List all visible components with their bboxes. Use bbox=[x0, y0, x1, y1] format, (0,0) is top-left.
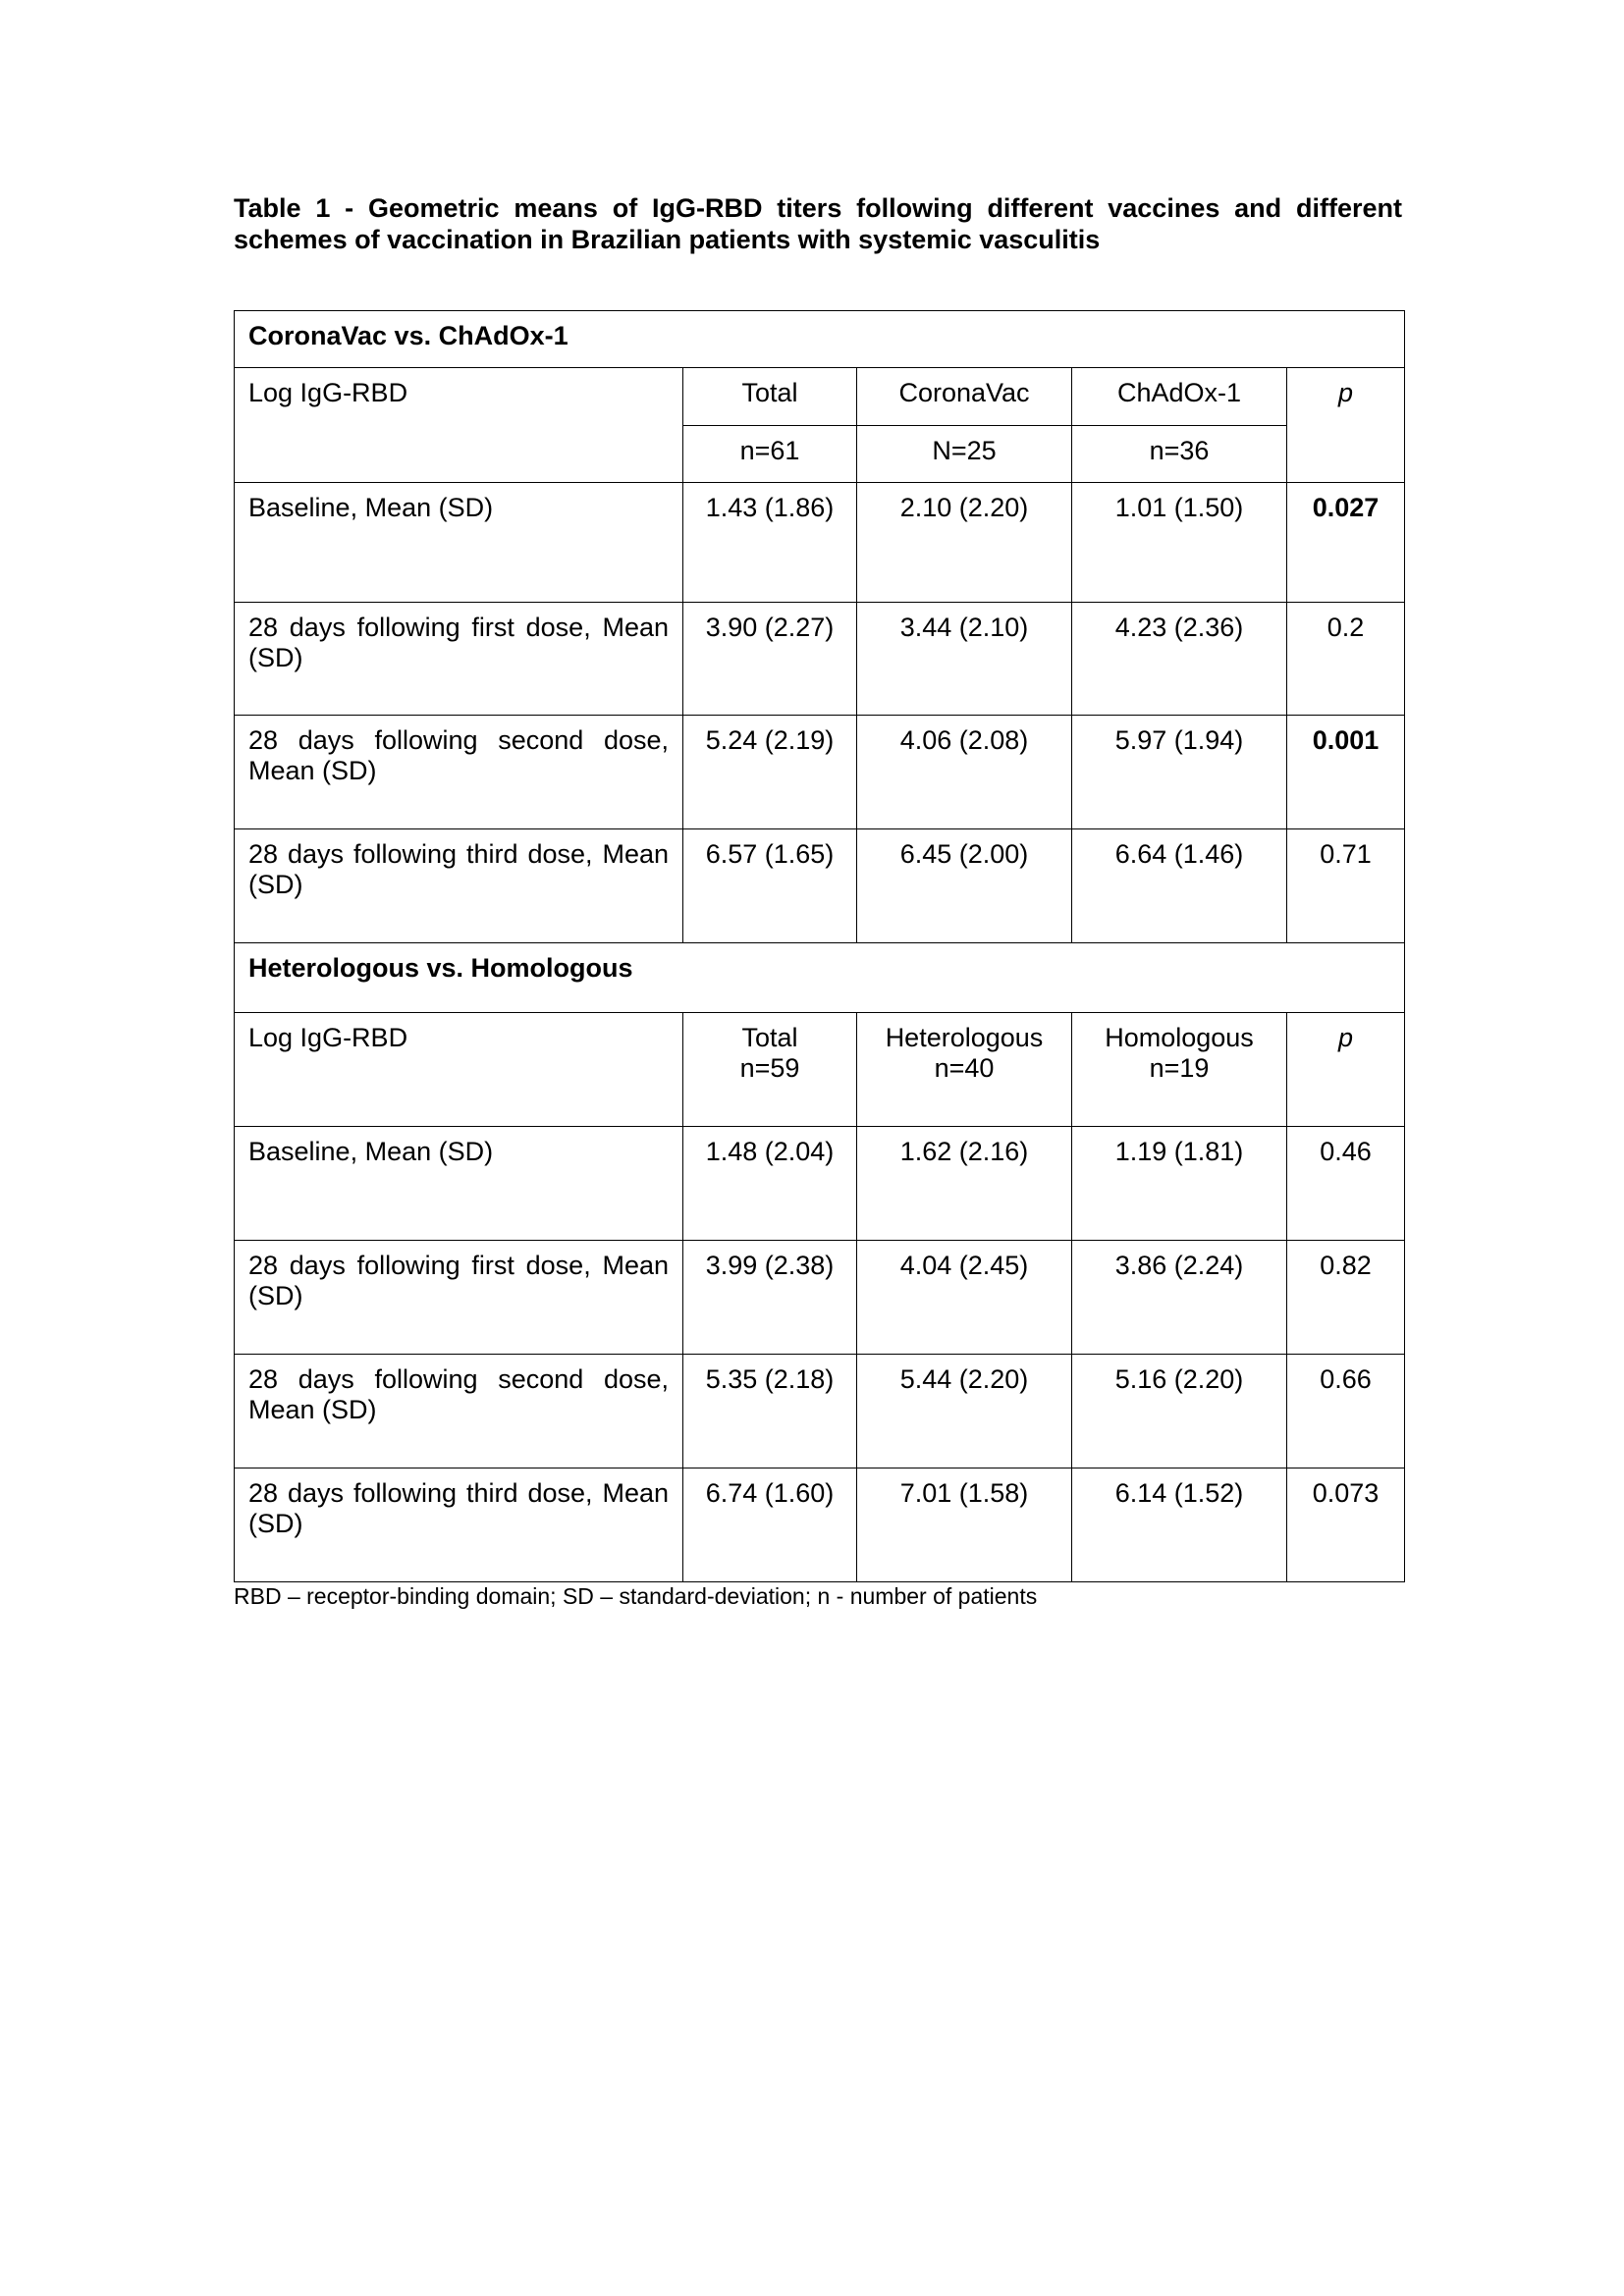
column-header-coronavac: CoronaVac bbox=[857, 368, 1072, 426]
value-group-2: 4.23 (2.36) bbox=[1072, 603, 1287, 716]
table-row bbox=[235, 603, 1405, 716]
table-row bbox=[235, 1355, 1405, 1468]
p-value: 0.46 bbox=[1287, 1127, 1405, 1241]
value-group-2: 3.86 (2.24) bbox=[1072, 1241, 1287, 1355]
p-value: 0.71 bbox=[1287, 829, 1405, 943]
section-title: Heterologous vs. Homologous bbox=[235, 943, 1405, 1013]
sample-size-heterologous: n=40 bbox=[934, 1053, 995, 1083]
column-header-homologous bbox=[1072, 1013, 1287, 1127]
p-value: 0.073 bbox=[1287, 1468, 1405, 1582]
p-value: 0.001 bbox=[1287, 716, 1405, 829]
row-label: 28 days following third dose, Mean (SD) bbox=[235, 829, 683, 943]
table-footnote: RBD – receptor-binding domain; SD – standard-deviation; n - number of patients bbox=[234, 1583, 1038, 1609]
column-header-homologous-label: Homologous bbox=[1105, 1023, 1254, 1052]
table-row bbox=[235, 483, 1405, 603]
row-label: 28 days following second dose, Mean (SD) bbox=[235, 716, 683, 829]
row-label: 28 days following first dose, Mean (SD) bbox=[235, 1241, 683, 1355]
value-group-1: 6.45 (2.00) bbox=[857, 829, 1072, 943]
column-header-row bbox=[235, 368, 1405, 426]
value-total: 5.35 (2.18) bbox=[683, 1355, 857, 1468]
p-value: 0.2 bbox=[1287, 603, 1405, 716]
column-header-p: p bbox=[1287, 1013, 1405, 1127]
row-label: Baseline, Mean (SD) bbox=[235, 1127, 683, 1241]
column-header-p: p bbox=[1287, 368, 1405, 483]
section-header-row bbox=[235, 943, 1405, 1013]
value-total: 5.24 (2.19) bbox=[683, 716, 857, 829]
column-header-heterologous bbox=[857, 1013, 1072, 1127]
value-group-1: 3.44 (2.10) bbox=[857, 603, 1072, 716]
value-group-1: 1.62 (2.16) bbox=[857, 1127, 1072, 1241]
row-label: 28 days following first dose, Mean (SD) bbox=[235, 603, 683, 716]
value-group-1: 5.44 (2.20) bbox=[857, 1355, 1072, 1468]
row-label-header: Log IgG-RBD bbox=[235, 368, 683, 483]
value-total: 1.43 (1.86) bbox=[683, 483, 857, 603]
section-title: CoronaVac vs. ChAdOx-1 bbox=[235, 311, 1405, 368]
table-row bbox=[235, 1241, 1405, 1355]
column-header-heterologous-label: Heterologous bbox=[885, 1023, 1044, 1052]
p-value: 0.66 bbox=[1287, 1355, 1405, 1468]
sample-size-total: n=59 bbox=[739, 1053, 800, 1083]
value-group-2: 5.97 (1.94) bbox=[1072, 716, 1287, 829]
table-row bbox=[235, 716, 1405, 829]
sample-size-coronavac: N=25 bbox=[857, 426, 1072, 483]
value-group-2: 1.19 (1.81) bbox=[1072, 1127, 1287, 1241]
value-group-2: 5.16 (2.20) bbox=[1072, 1355, 1287, 1468]
value-total: 1.48 (2.04) bbox=[683, 1127, 857, 1241]
section-header-row bbox=[235, 311, 1405, 368]
row-label: 28 days following third dose, Mean (SD) bbox=[235, 1468, 683, 1582]
column-header-total bbox=[683, 1013, 857, 1127]
row-label: Baseline, Mean (SD) bbox=[235, 483, 683, 603]
table-caption: Table 1 - Geometric means of IgG-RBD titers following different vaccines and different schemes of vaccination in Brazilian patients with systemic vasculitis bbox=[234, 193, 1402, 254]
value-total: 3.90 (2.27) bbox=[683, 603, 857, 716]
sample-size-chadox: n=36 bbox=[1072, 426, 1287, 483]
value-group-1: 7.01 (1.58) bbox=[857, 1468, 1072, 1582]
value-group-1: 2.10 (2.20) bbox=[857, 483, 1072, 603]
sample-size-homologous: n=19 bbox=[1149, 1053, 1210, 1083]
table-row bbox=[235, 1127, 1405, 1241]
row-label-header: Log IgG-RBD bbox=[235, 1013, 683, 1127]
results-table bbox=[234, 310, 1405, 1582]
column-header-total-label: Total bbox=[741, 1023, 798, 1052]
row-label: 28 days following second dose, Mean (SD) bbox=[235, 1355, 683, 1468]
table-row bbox=[235, 1468, 1405, 1582]
value-total: 3.99 (2.38) bbox=[683, 1241, 857, 1355]
value-group-2: 1.01 (1.50) bbox=[1072, 483, 1287, 603]
value-group-2: 6.64 (1.46) bbox=[1072, 829, 1287, 943]
p-value: 0.027 bbox=[1287, 483, 1405, 603]
value-total: 6.57 (1.65) bbox=[683, 829, 857, 943]
value-total: 6.74 (1.60) bbox=[683, 1468, 857, 1582]
table-row bbox=[235, 829, 1405, 943]
column-header-row bbox=[235, 1013, 1405, 1127]
sample-size-total: n=61 bbox=[683, 426, 857, 483]
column-header-total: Total bbox=[683, 368, 857, 426]
value-group-2: 6.14 (1.52) bbox=[1072, 1468, 1287, 1582]
column-header-chadox: ChAdOx-1 bbox=[1072, 368, 1287, 426]
value-group-1: 4.04 (2.45) bbox=[857, 1241, 1072, 1355]
p-value: 0.82 bbox=[1287, 1241, 1405, 1355]
value-group-1: 4.06 (2.08) bbox=[857, 716, 1072, 829]
